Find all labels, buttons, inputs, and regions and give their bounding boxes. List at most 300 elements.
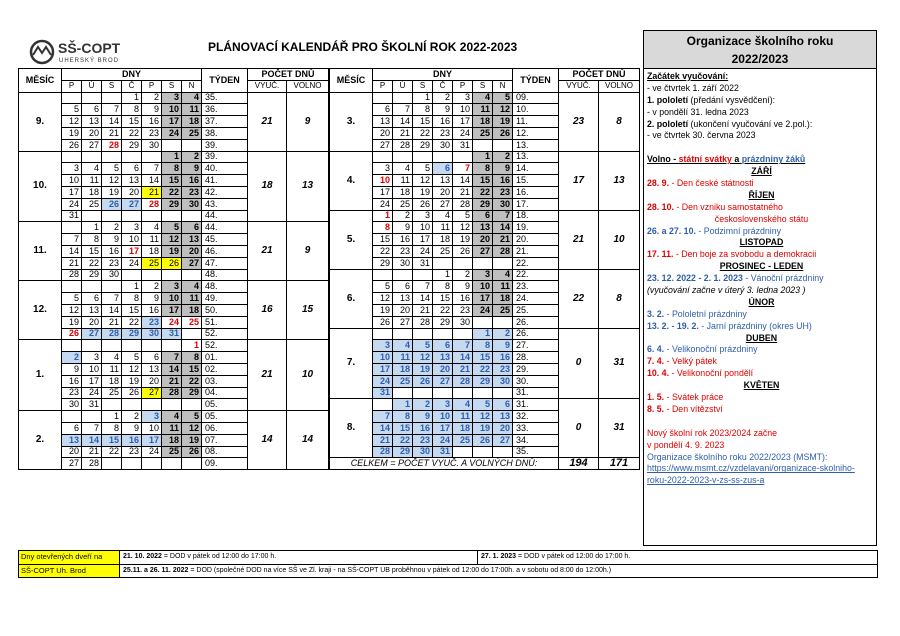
empty-cell bbox=[82, 411, 102, 423]
month-label: 9. bbox=[19, 92, 62, 151]
school-logo bbox=[28, 38, 148, 68]
day-cell: 21 bbox=[62, 257, 82, 269]
holiday-name: - Svátek práce bbox=[664, 392, 724, 403]
month-header: MĚSÍC bbox=[19, 69, 62, 93]
day-cell: 24 bbox=[453, 127, 473, 139]
day-cell: 9 bbox=[413, 411, 433, 423]
day-cell: 17 bbox=[433, 422, 453, 434]
day-cell: 3 bbox=[142, 411, 162, 423]
day-cell: 12 bbox=[373, 293, 393, 305]
day-cell: 16 bbox=[433, 116, 453, 128]
day-cell: 16 bbox=[493, 175, 513, 187]
empty-cell bbox=[102, 151, 122, 163]
teach-days: 16 bbox=[248, 281, 287, 340]
day-cell: 3 bbox=[62, 163, 82, 175]
day-cell: 18 bbox=[393, 186, 413, 198]
week-number: 44. bbox=[202, 222, 248, 234]
week-number: 05. bbox=[202, 411, 248, 423]
day-cell: 30 bbox=[393, 257, 413, 269]
week-number: 48. bbox=[202, 269, 248, 281]
day-cell: 9 bbox=[62, 363, 82, 375]
day-cell: 27 bbox=[82, 328, 102, 340]
day-cell: 21 bbox=[373, 434, 393, 446]
day-cell: 1 bbox=[102, 411, 122, 423]
day-cell: 6 bbox=[473, 210, 493, 222]
count-header: POČET DNŮ bbox=[559, 69, 640, 81]
break-name: - Vánoční prázdniny bbox=[742, 273, 824, 284]
day-cell: 24 bbox=[122, 257, 142, 269]
empty-cell bbox=[142, 210, 162, 222]
day-abbr: Ú bbox=[393, 80, 413, 92]
break-date: 13. 2. - 19. 2. bbox=[647, 320, 699, 331]
week-number: 27. bbox=[513, 340, 559, 352]
day-cell: 1 bbox=[433, 269, 453, 281]
day-cell: 20 bbox=[142, 375, 162, 387]
day-cell: 12 bbox=[162, 234, 182, 246]
day-cell: 11 bbox=[473, 104, 493, 116]
day-cell: 28 bbox=[453, 198, 473, 210]
day-cell: 3 bbox=[453, 92, 473, 104]
day-cell: 28 bbox=[162, 387, 182, 399]
day-cell: 7 bbox=[393, 104, 413, 116]
day-cell: 1 bbox=[393, 399, 413, 411]
day-cell: 2 bbox=[493, 151, 513, 163]
empty-cell bbox=[162, 458, 182, 470]
break-date: 26. a 27. 10. bbox=[647, 225, 696, 236]
day-cell: 27 bbox=[122, 198, 142, 210]
month-label: 3. bbox=[330, 92, 373, 151]
holiday-date: 8. 5. bbox=[647, 403, 665, 414]
day-cell: 19 bbox=[62, 127, 82, 139]
week-number: 32. bbox=[513, 411, 559, 423]
day-cell: 7 bbox=[82, 422, 102, 434]
week-number: 07. bbox=[202, 434, 248, 446]
open-day-desc: = DOD v pátek od 12:00 do 17:00 h. bbox=[161, 553, 277, 560]
empty-cell bbox=[122, 399, 142, 411]
calendar-right bbox=[329, 68, 640, 470]
day-abbr: Č bbox=[433, 80, 453, 92]
day-cell: 24 bbox=[473, 304, 493, 316]
day-cell: 12 bbox=[413, 175, 433, 187]
empty-cell bbox=[102, 340, 122, 352]
week-number: 05. bbox=[202, 399, 248, 411]
week-number: 08. bbox=[202, 446, 248, 458]
day-cell: 27 bbox=[142, 387, 162, 399]
week-number: 28. bbox=[513, 352, 559, 364]
holiday-date: 7. 4. bbox=[647, 356, 665, 367]
day-cell: 6 bbox=[62, 422, 82, 434]
holiday-name: - Den boje za svobodu a demokracii bbox=[673, 249, 817, 260]
day-cell: 31 bbox=[413, 257, 433, 269]
week-number: 13. bbox=[513, 139, 559, 151]
week-number: 26. bbox=[513, 316, 559, 328]
open-days bbox=[18, 550, 878, 578]
msmt-link[interactable]: https://www.msmt.cz/vzdelavani/organizace-skolniho- bbox=[647, 463, 855, 474]
day-cell: 13 bbox=[473, 222, 493, 234]
day-cell: 13 bbox=[373, 116, 393, 128]
day-cell: 23 bbox=[102, 257, 122, 269]
section-october: ŘÍJEN bbox=[748, 189, 775, 200]
free-days: 15 bbox=[287, 281, 329, 340]
day-cell: 25 bbox=[182, 127, 202, 139]
day-abbr: P bbox=[62, 80, 82, 92]
day-cell: 29 bbox=[413, 139, 433, 151]
day-cell: 17 bbox=[373, 186, 393, 198]
logo-text: SŠ-COPT bbox=[58, 40, 121, 56]
day-cell: 24 bbox=[142, 446, 162, 458]
week-number: 22. bbox=[513, 257, 559, 269]
free-days: 13 bbox=[599, 151, 640, 210]
week-number: 34. bbox=[513, 434, 559, 446]
free-header: VOLNO bbox=[599, 80, 640, 92]
day-cell: 3 bbox=[413, 210, 433, 222]
day-cell: 8 bbox=[82, 234, 102, 246]
day-cell: 15 bbox=[82, 245, 102, 257]
page-title: PLÁNOVACÍ KALENDÁŘ PRO ŠKOLNÍ ROK 2022-2023 bbox=[208, 40, 518, 54]
empty-cell bbox=[142, 269, 162, 281]
day-cell: 30 bbox=[493, 375, 513, 387]
day-cell: 25 bbox=[142, 257, 162, 269]
day-cell: 4 bbox=[453, 399, 473, 411]
day-cell: 2 bbox=[122, 411, 142, 423]
day-cell: 14 bbox=[142, 175, 162, 187]
day-abbr: Ú bbox=[82, 80, 102, 92]
day-cell: 19 bbox=[182, 434, 202, 446]
day-cell: 20 bbox=[433, 363, 453, 375]
empty-cell bbox=[142, 399, 162, 411]
day-cell: 31 bbox=[82, 399, 102, 411]
day-cell: 6 bbox=[433, 163, 453, 175]
day-cell: 7 bbox=[142, 163, 162, 175]
week-number: 33. bbox=[513, 422, 559, 434]
week-number: 10. bbox=[513, 104, 559, 116]
empty-cell bbox=[82, 340, 102, 352]
month-label: 5. bbox=[330, 210, 373, 269]
empty-cell bbox=[473, 316, 493, 328]
legend-breaks: prázdniny žáků bbox=[741, 154, 806, 165]
empty-cell bbox=[182, 328, 202, 340]
day-cell: 5 bbox=[493, 92, 513, 104]
free-days: 8 bbox=[599, 92, 640, 151]
holiday-name: - Den vítězství bbox=[664, 403, 723, 414]
day-cell: 24 bbox=[373, 198, 393, 210]
day-cell: 30 bbox=[433, 139, 453, 151]
week-number: 42. bbox=[202, 186, 248, 198]
day-cell: 14 bbox=[413, 293, 433, 305]
day-cell: 19 bbox=[493, 116, 513, 128]
day-cell: 17 bbox=[453, 116, 473, 128]
day-cell: 2 bbox=[433, 92, 453, 104]
day-cell: 29 bbox=[82, 269, 102, 281]
open-day-date: 27. 1. 2023 bbox=[481, 553, 517, 560]
day-cell: 14 bbox=[102, 116, 122, 128]
day-cell: 26 bbox=[453, 245, 473, 257]
section-september: ZÁŘÍ bbox=[751, 166, 772, 177]
week-number: 11. bbox=[513, 116, 559, 128]
week-number: 01. bbox=[202, 352, 248, 364]
break-note: (vyučování začne v úterý 3. ledna 2023 ) bbox=[647, 285, 806, 296]
day-cell: 26 bbox=[473, 434, 493, 446]
day-cell: 7 bbox=[453, 163, 473, 175]
break-date: 3. 2. bbox=[647, 308, 665, 319]
day-cell: 26 bbox=[62, 328, 82, 340]
section-december: PROSINEC - LEDEN bbox=[719, 261, 804, 272]
day-cell: 23 bbox=[142, 127, 162, 139]
day-cell: 14 bbox=[62, 245, 82, 257]
day-cell: 2 bbox=[62, 352, 82, 364]
day-cell: 30 bbox=[182, 198, 202, 210]
day-cell: 10 bbox=[433, 411, 453, 423]
day-cell: 5 bbox=[413, 163, 433, 175]
day-cell: 4 bbox=[493, 269, 513, 281]
empty-cell bbox=[142, 151, 162, 163]
day-cell: 26 bbox=[62, 139, 82, 151]
day-cell: 15 bbox=[393, 422, 413, 434]
day-cell: 10 bbox=[373, 175, 393, 187]
day-cell: 11 bbox=[493, 281, 513, 293]
day-cell: 12 bbox=[62, 304, 82, 316]
holiday-date: 28. 9. bbox=[647, 178, 670, 189]
day-cell: 21 bbox=[82, 446, 102, 458]
day-cell: 13 bbox=[62, 434, 82, 446]
day-cell: 17 bbox=[162, 304, 182, 316]
info-sem2-label: 2. pololetí bbox=[647, 118, 689, 129]
empty-cell bbox=[122, 458, 142, 470]
day-cell: 29 bbox=[162, 198, 182, 210]
day-cell: 26 bbox=[102, 198, 122, 210]
empty-cell bbox=[62, 281, 82, 293]
day-cell: 19 bbox=[62, 316, 82, 328]
week-number: 39. bbox=[202, 151, 248, 163]
empty-cell bbox=[162, 269, 182, 281]
day-cell: 9 bbox=[142, 104, 162, 116]
week-number: 24. bbox=[513, 293, 559, 305]
calendar-left bbox=[18, 68, 329, 470]
month-header: MĚSÍC bbox=[330, 69, 373, 93]
day-cell: 24 bbox=[162, 316, 182, 328]
day-cell: 4 bbox=[82, 163, 102, 175]
day-cell: 24 bbox=[162, 127, 182, 139]
day-cell: 10 bbox=[62, 175, 82, 187]
day-cell: 27 bbox=[373, 139, 393, 151]
day-cell: 30 bbox=[102, 269, 122, 281]
day-cell: 19 bbox=[473, 422, 493, 434]
day-cell: 13 bbox=[433, 175, 453, 187]
day-cell: 20 bbox=[82, 127, 102, 139]
empty-cell bbox=[493, 257, 513, 269]
day-cell: 11 bbox=[82, 175, 102, 187]
day-cell: 16 bbox=[413, 422, 433, 434]
days-header: DNY bbox=[62, 69, 202, 81]
day-cell: 30 bbox=[413, 446, 433, 458]
day-cell: 7 bbox=[102, 293, 122, 305]
day-cell: 18 bbox=[102, 375, 122, 387]
day-cell: 1 bbox=[82, 222, 102, 234]
empty-cell bbox=[433, 257, 453, 269]
day-cell: 6 bbox=[82, 293, 102, 305]
day-cell: 9 bbox=[182, 163, 202, 175]
day-cell: 21 bbox=[413, 304, 433, 316]
day-cell: 28 bbox=[413, 316, 433, 328]
empty-cell bbox=[373, 92, 393, 104]
day-cell: 6 bbox=[493, 399, 513, 411]
day-cell: 5 bbox=[62, 293, 82, 305]
day-cell: 11 bbox=[453, 411, 473, 423]
empty-cell bbox=[62, 151, 82, 163]
teach-days: 21 bbox=[559, 210, 599, 269]
day-cell: 8 bbox=[393, 411, 413, 423]
teach-days: 21 bbox=[248, 340, 287, 411]
day-cell: 25 bbox=[393, 375, 413, 387]
day-cell: 1 bbox=[122, 92, 142, 104]
day-cell: 28 bbox=[102, 328, 122, 340]
day-abbr: N bbox=[493, 80, 513, 92]
day-cell: 21 bbox=[142, 186, 162, 198]
day-cell: 16 bbox=[182, 175, 202, 187]
empty-cell bbox=[393, 328, 413, 340]
week-number: 13. bbox=[513, 151, 559, 163]
day-cell: 9 bbox=[393, 222, 413, 234]
month-label: 1. bbox=[19, 340, 62, 411]
day-cell: 18 bbox=[182, 116, 202, 128]
day-cell: 25 bbox=[473, 127, 493, 139]
day-cell: 17 bbox=[162, 116, 182, 128]
empty-cell bbox=[162, 210, 182, 222]
day-cell: 24 bbox=[413, 245, 433, 257]
day-cell: 19 bbox=[373, 304, 393, 316]
day-cell: 20 bbox=[493, 422, 513, 434]
week-number: 03. bbox=[202, 375, 248, 387]
day-cell: 11 bbox=[182, 293, 202, 305]
msmt-link-cont[interactable]: roku-2022-2023-v-zs-ss-zus-a bbox=[647, 475, 765, 486]
empty-cell bbox=[82, 92, 102, 104]
day-cell: 31 bbox=[162, 328, 182, 340]
day-cell: 14 bbox=[82, 434, 102, 446]
day-cell: 12 bbox=[102, 175, 122, 187]
day-cell: 8 bbox=[473, 340, 493, 352]
day-cell: 16 bbox=[142, 116, 162, 128]
day-cell: 29 bbox=[122, 328, 142, 340]
empty-cell bbox=[122, 151, 142, 163]
day-cell: 27 bbox=[433, 198, 453, 210]
day-cell: 10 bbox=[142, 422, 162, 434]
day-abbr: P bbox=[453, 80, 473, 92]
week-number: 29. bbox=[513, 363, 559, 375]
day-cell: 27 bbox=[433, 375, 453, 387]
teach-days: 22 bbox=[559, 269, 599, 328]
day-cell: 1 bbox=[473, 328, 493, 340]
week-number: 35. bbox=[513, 446, 559, 458]
day-cell: 26 bbox=[182, 446, 202, 458]
day-cell: 31 bbox=[433, 446, 453, 458]
day-cell: 23 bbox=[453, 304, 473, 316]
day-cell: 14 bbox=[162, 363, 182, 375]
empty-cell bbox=[62, 222, 82, 234]
empty-cell bbox=[162, 139, 182, 151]
empty-cell bbox=[493, 387, 513, 399]
month-label: 12. bbox=[19, 281, 62, 340]
day-cell: 21 bbox=[162, 375, 182, 387]
empty-cell bbox=[82, 210, 102, 222]
day-cell: 7 bbox=[373, 411, 393, 423]
day-cell: 21 bbox=[493, 234, 513, 246]
day-cell: 23 bbox=[493, 186, 513, 198]
empty-cell bbox=[142, 340, 162, 352]
day-cell: 23 bbox=[413, 434, 433, 446]
day-cell: 25 bbox=[102, 387, 122, 399]
day-cell: 17 bbox=[473, 293, 493, 305]
day-cell: 26 bbox=[122, 387, 142, 399]
empty-cell bbox=[453, 446, 473, 458]
day-cell: 28 bbox=[453, 375, 473, 387]
day-cell: 22 bbox=[373, 245, 393, 257]
day-cell: 11 bbox=[433, 222, 453, 234]
section-april: DUBEN bbox=[745, 332, 778, 343]
empty-cell bbox=[473, 139, 493, 151]
info-sem2: - ve čtvrtek 30. června 2023 bbox=[647, 130, 756, 141]
day-cell: 3 bbox=[162, 281, 182, 293]
day-cell: 7 bbox=[413, 281, 433, 293]
day-cell: 23 bbox=[122, 446, 142, 458]
week-number: 02. bbox=[202, 363, 248, 375]
month-label: 2. bbox=[19, 411, 62, 470]
day-cell: 23 bbox=[393, 245, 413, 257]
day-cell: 12 bbox=[473, 411, 493, 423]
free-days: 10 bbox=[599, 210, 640, 269]
day-cell: 29 bbox=[433, 316, 453, 328]
holiday-date: 1. 5. bbox=[647, 392, 665, 403]
empty-cell bbox=[102, 92, 122, 104]
empty-cell bbox=[473, 446, 493, 458]
section-may: KVĚTEN bbox=[743, 380, 780, 391]
empty-cell bbox=[493, 316, 513, 328]
empty-cell bbox=[102, 458, 122, 470]
week-number: 40. bbox=[202, 163, 248, 175]
day-cell: 31 bbox=[373, 387, 393, 399]
open-day-date: 25.11. a 26. 11. 2022 bbox=[123, 567, 189, 574]
empty-cell bbox=[62, 340, 82, 352]
day-cell: 22 bbox=[433, 304, 453, 316]
empty-cell bbox=[102, 399, 122, 411]
teach-header: VYUČ. bbox=[248, 80, 287, 92]
day-cell: 13 bbox=[182, 234, 202, 246]
day-cell: 23 bbox=[142, 316, 162, 328]
day-cell: 22 bbox=[393, 434, 413, 446]
teach-header: VYUČ. bbox=[559, 80, 599, 92]
day-cell: 26 bbox=[162, 257, 182, 269]
empty-cell bbox=[453, 328, 473, 340]
day-cell: 30 bbox=[453, 316, 473, 328]
day-cell: 4 bbox=[393, 163, 413, 175]
day-cell: 10 bbox=[373, 352, 393, 364]
day-cell: 8 bbox=[122, 104, 142, 116]
day-cell: 17 bbox=[413, 234, 433, 246]
empty-cell bbox=[473, 257, 493, 269]
day-cell: 30 bbox=[142, 139, 162, 151]
empty-cell bbox=[413, 151, 433, 163]
day-cell: 7 bbox=[102, 104, 122, 116]
free-days: 9 bbox=[287, 222, 329, 281]
day-cell: 7 bbox=[453, 340, 473, 352]
day-cell: 7 bbox=[493, 210, 513, 222]
day-cell: 15 bbox=[373, 234, 393, 246]
day-cell: 3 bbox=[162, 92, 182, 104]
break-date: 6. 4. bbox=[647, 344, 665, 355]
empty-cell bbox=[122, 269, 142, 281]
day-abbr: N bbox=[182, 80, 202, 92]
day-cell: 27 bbox=[393, 316, 413, 328]
day-cell: 3 bbox=[473, 269, 493, 281]
